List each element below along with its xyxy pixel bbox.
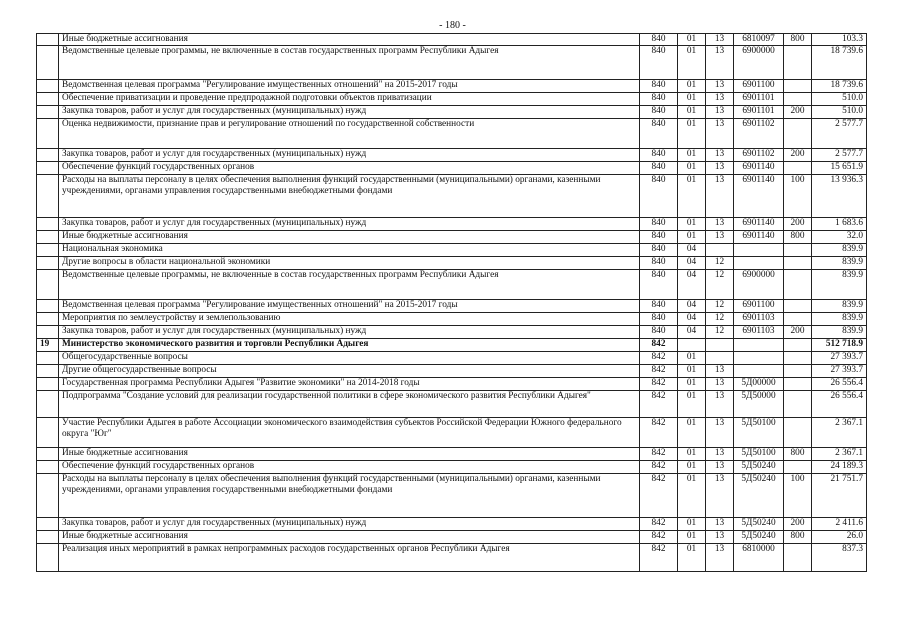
expense-type-code-cell xyxy=(784,270,812,300)
section-code-cell: 04 xyxy=(678,300,706,313)
amount-cell: 103.3 xyxy=(812,34,867,46)
section-code-cell: 01 xyxy=(678,93,706,106)
expense-type-code-cell: 200 xyxy=(784,218,812,231)
table-row xyxy=(37,461,867,474)
amount-cell: 839.9 xyxy=(812,257,867,270)
table-row xyxy=(37,218,867,231)
row-number-cell xyxy=(37,80,59,93)
item-name-cell: Закупка товаров, работ и услуг для государственных (муниципальных) нужд xyxy=(59,326,640,339)
amount-cell: 18 739.6 xyxy=(812,46,867,80)
department-code-cell: 842 xyxy=(640,461,678,474)
subsection-code-cell: 13 xyxy=(706,378,734,391)
amount-cell: 512 718.9 xyxy=(812,339,867,352)
department-code-cell: 842 xyxy=(640,531,678,544)
amount-cell: 2 411.6 xyxy=(812,518,867,531)
item-name-cell: Иные бюджетные ассигнования xyxy=(59,34,640,46)
table-row xyxy=(37,365,867,378)
department-code-cell: 840 xyxy=(640,231,678,244)
amount-cell: 839.9 xyxy=(812,270,867,300)
amount-cell: 837.3 xyxy=(812,544,867,572)
expense-type-code-cell xyxy=(784,119,812,149)
table-row xyxy=(37,531,867,544)
item-name-cell: Обеспечение функций государственных органов xyxy=(59,461,640,474)
table-row xyxy=(37,270,867,300)
subsection-code-cell: 13 xyxy=(706,531,734,544)
table-row xyxy=(37,352,867,365)
department-code-cell: 842 xyxy=(640,544,678,572)
department-code-cell: 840 xyxy=(640,175,678,218)
row-number-cell xyxy=(37,352,59,365)
target-article-code-cell xyxy=(734,352,784,365)
target-article-code-cell xyxy=(734,257,784,270)
section-code-cell: 01 xyxy=(678,352,706,365)
section-code-cell: 01 xyxy=(678,34,706,46)
table-row xyxy=(37,448,867,461)
target-article-code-cell: 6810097 xyxy=(734,34,784,46)
section-code-cell: 01 xyxy=(678,531,706,544)
table-row xyxy=(37,149,867,162)
section-code-cell: 01 xyxy=(678,149,706,162)
subsection-code-cell: 13 xyxy=(706,448,734,461)
target-article-code-cell: 6901100 xyxy=(734,80,784,93)
expense-type-code-cell: 800 xyxy=(784,531,812,544)
item-name-cell: Мероприятия по землеустройству и землепользованию xyxy=(59,313,640,326)
department-code-cell: 842 xyxy=(640,391,678,418)
row-number-cell xyxy=(37,257,59,270)
target-article-code-cell: 5Д00000 xyxy=(734,378,784,391)
target-article-code-cell: 6901100 xyxy=(734,300,784,313)
section-code-cell: 01 xyxy=(678,119,706,149)
amount-cell: 2 367.1 xyxy=(812,418,867,448)
row-number-cell xyxy=(37,448,59,461)
target-article-code-cell: 5Д50240 xyxy=(734,461,784,474)
table-row xyxy=(37,518,867,531)
table-row xyxy=(37,418,867,448)
item-name-cell: Обеспечение функций государственных органов xyxy=(59,162,640,175)
section-code-cell: 01 xyxy=(678,518,706,531)
amount-cell: 510.0 xyxy=(812,106,867,119)
expense-type-code-cell: 200 xyxy=(784,149,812,162)
section-code-cell: 01 xyxy=(678,544,706,572)
expense-type-code-cell: 100 xyxy=(784,474,812,518)
table-row xyxy=(37,106,867,119)
subsection-code-cell: 13 xyxy=(706,391,734,418)
expense-type-code-cell xyxy=(784,418,812,448)
section-code-cell xyxy=(678,339,706,352)
section-code-cell: 01 xyxy=(678,378,706,391)
budget-table-body xyxy=(37,34,867,572)
section-code-cell: 01 xyxy=(678,448,706,461)
section-code-cell: 01 xyxy=(678,46,706,80)
row-number-cell xyxy=(37,326,59,339)
amount-cell: 26.0 xyxy=(812,531,867,544)
table-row xyxy=(37,326,867,339)
item-name-cell: Другие общегосударственные вопросы xyxy=(59,365,640,378)
table-row xyxy=(37,474,867,518)
subsection-code-cell: 12 xyxy=(706,326,734,339)
amount-cell: 839.9 xyxy=(812,244,867,257)
department-code-cell: 842 xyxy=(640,518,678,531)
expense-type-code-cell: 200 xyxy=(784,518,812,531)
subsection-code-cell: 13 xyxy=(706,46,734,80)
row-number-cell xyxy=(37,518,59,531)
row-number-cell xyxy=(37,474,59,518)
section-code-cell: 01 xyxy=(678,80,706,93)
subsection-code-cell: 13 xyxy=(706,175,734,218)
item-name-cell: Закупка товаров, работ и услуг для государственных (муниципальных) нужд xyxy=(59,218,640,231)
department-code-cell: 840 xyxy=(640,149,678,162)
subsection-code-cell: 12 xyxy=(706,300,734,313)
expense-type-code-cell xyxy=(784,339,812,352)
target-article-code-cell: 6901140 xyxy=(734,162,784,175)
expense-type-code-cell xyxy=(784,461,812,474)
item-name-cell: Иные бюджетные ассигнования xyxy=(59,448,640,461)
expense-type-code-cell: 200 xyxy=(784,106,812,119)
amount-cell: 26 556.4 xyxy=(812,378,867,391)
subsection-code-cell: 13 xyxy=(706,162,734,175)
table-row xyxy=(37,257,867,270)
expense-type-code-cell xyxy=(784,352,812,365)
row-number-cell xyxy=(37,300,59,313)
table-row xyxy=(37,313,867,326)
table-row xyxy=(37,80,867,93)
budget-table xyxy=(36,33,867,572)
expense-type-code-cell xyxy=(784,365,812,378)
amount-cell: 2 577.7 xyxy=(812,149,867,162)
table-row xyxy=(37,339,867,352)
table-row xyxy=(37,300,867,313)
row-number-cell xyxy=(37,231,59,244)
amount-cell: 18 739.6 xyxy=(812,80,867,93)
expense-type-code-cell: 800 xyxy=(784,231,812,244)
section-code-cell: 01 xyxy=(678,218,706,231)
department-code-cell: 842 xyxy=(640,365,678,378)
item-name-cell: Министерство экономического развития и торговли Республики Адыгея xyxy=(59,339,640,352)
section-code-cell: 01 xyxy=(678,418,706,448)
expense-type-code-cell xyxy=(784,300,812,313)
target-article-code-cell: 6900000 xyxy=(734,270,784,300)
amount-cell: 1 683.6 xyxy=(812,218,867,231)
target-article-code-cell: 6901103 xyxy=(734,326,784,339)
item-name-cell: Государственная программа Республики Адыгея "Развитие экономики" на 2014-2018 годы xyxy=(59,378,640,391)
expense-type-code-cell xyxy=(784,80,812,93)
department-code-cell: 842 xyxy=(640,474,678,518)
amount-cell: 2 577.7 xyxy=(812,119,867,149)
amount-cell: 32.0 xyxy=(812,231,867,244)
subsection-code-cell xyxy=(706,352,734,365)
subsection-code-cell: 13 xyxy=(706,518,734,531)
item-name-cell: Обеспечение приватизации и проведение предпродажной подготовки объектов приватизации xyxy=(59,93,640,106)
expense-type-code-cell: 800 xyxy=(784,34,812,46)
target-article-code-cell: 5Д50240 xyxy=(734,531,784,544)
department-code-cell: 840 xyxy=(640,80,678,93)
department-code-cell: 840 xyxy=(640,244,678,257)
expense-type-code-cell xyxy=(784,46,812,80)
subsection-code-cell: 13 xyxy=(706,218,734,231)
item-name-cell: Подпрограмма "Создание условий для реализации государственной политики в сфере экономического развития Республики Адыгея" xyxy=(59,391,640,418)
subsection-code-cell: 12 xyxy=(706,270,734,300)
target-article-code-cell: 6901103 xyxy=(734,313,784,326)
item-name-cell: Участие Республики Адыгея в работе Ассоциации экономического взаимодействия субъектов Российской Федерации Южного федерального округа "Юг" xyxy=(59,418,640,448)
amount-cell: 15 651.9 xyxy=(812,162,867,175)
amount-cell: 27 393.7 xyxy=(812,365,867,378)
section-code-cell: 04 xyxy=(678,270,706,300)
amount-cell: 839.9 xyxy=(812,300,867,313)
subsection-code-cell: 13 xyxy=(706,544,734,572)
section-code-cell: 01 xyxy=(678,365,706,378)
target-article-code-cell xyxy=(734,244,784,257)
target-article-code-cell: 5Д50240 xyxy=(734,518,784,531)
subsection-code-cell xyxy=(706,339,734,352)
target-article-code-cell: 6901102 xyxy=(734,149,784,162)
subsection-code-cell: 13 xyxy=(706,149,734,162)
row-number-cell xyxy=(37,175,59,218)
subsection-code-cell: 13 xyxy=(706,231,734,244)
item-name-cell: Ведомственная целевая программа "Регулирование имущественных отношений" на 2015-2017 годы xyxy=(59,80,640,93)
expense-type-code-cell xyxy=(784,313,812,326)
expense-type-code-cell xyxy=(784,391,812,418)
table-row xyxy=(37,175,867,218)
subsection-code-cell: 13 xyxy=(706,34,734,46)
expense-type-code-cell xyxy=(784,244,812,257)
target-article-code-cell xyxy=(734,365,784,378)
department-code-cell: 842 xyxy=(640,352,678,365)
table-row xyxy=(37,391,867,418)
section-code-cell: 01 xyxy=(678,162,706,175)
table-row xyxy=(37,46,867,80)
table-row xyxy=(37,378,867,391)
department-code-cell: 840 xyxy=(640,119,678,149)
expense-type-code-cell: 100 xyxy=(784,175,812,218)
section-code-cell: 01 xyxy=(678,391,706,418)
department-code-cell: 840 xyxy=(640,326,678,339)
row-number-cell xyxy=(37,418,59,448)
department-code-cell: 840 xyxy=(640,313,678,326)
department-code-cell: 840 xyxy=(640,270,678,300)
expense-type-code-cell xyxy=(784,378,812,391)
section-code-cell: 01 xyxy=(678,461,706,474)
section-code-cell: 01 xyxy=(678,106,706,119)
amount-cell: 26 556.4 xyxy=(812,391,867,418)
section-code-cell: 01 xyxy=(678,231,706,244)
target-article-code-cell: 5Д50000 xyxy=(734,391,784,418)
item-name-cell: Ведомственные целевые программы, не включенные в состав государственных программ Республики Адыгея xyxy=(59,270,640,300)
target-article-code-cell: 5Д50240 xyxy=(734,474,784,518)
target-article-code-cell: 6810000 xyxy=(734,544,784,572)
target-article-code-cell xyxy=(734,339,784,352)
expense-type-code-cell: 800 xyxy=(784,448,812,461)
expense-type-code-cell xyxy=(784,93,812,106)
row-number-cell xyxy=(37,162,59,175)
department-code-cell: 840 xyxy=(640,218,678,231)
amount-cell: 21 751.7 xyxy=(812,474,867,518)
amount-cell: 24 189.3 xyxy=(812,461,867,474)
department-code-cell: 840 xyxy=(640,93,678,106)
amount-cell: 510.0 xyxy=(812,93,867,106)
amount-cell: 2 367.1 xyxy=(812,448,867,461)
amount-cell: 13 936.3 xyxy=(812,175,867,218)
department-code-cell: 840 xyxy=(640,257,678,270)
department-code-cell: 842 xyxy=(640,339,678,352)
expense-type-code-cell xyxy=(784,162,812,175)
item-name-cell: Общегосударственные вопросы xyxy=(59,352,640,365)
target-article-code-cell: 6901140 xyxy=(734,175,784,218)
row-number-cell xyxy=(37,106,59,119)
row-number-cell xyxy=(37,93,59,106)
department-code-cell: 840 xyxy=(640,162,678,175)
target-article-code-cell: 5Д50100 xyxy=(734,448,784,461)
row-number-cell: 19 xyxy=(37,339,59,352)
subsection-code-cell: 12 xyxy=(706,257,734,270)
item-name-cell: Национальная экономика xyxy=(59,244,640,257)
subsection-code-cell: 13 xyxy=(706,93,734,106)
target-article-code-cell: 6901140 xyxy=(734,231,784,244)
item-name-cell: Иные бюджетные ассигнования xyxy=(59,231,640,244)
subsection-code-cell: 13 xyxy=(706,474,734,518)
page-number: - 180 - xyxy=(439,20,466,31)
expense-type-code-cell xyxy=(784,544,812,572)
expense-type-code-cell: 200 xyxy=(784,326,812,339)
subsection-code-cell: 13 xyxy=(706,461,734,474)
table-row xyxy=(37,544,867,572)
section-code-cell: 01 xyxy=(678,175,706,218)
target-article-code-cell: 5Д50100 xyxy=(734,418,784,448)
subsection-code-cell: 13 xyxy=(706,80,734,93)
amount-cell: 839.9 xyxy=(812,313,867,326)
department-code-cell: 842 xyxy=(640,448,678,461)
target-article-code-cell: 6901140 xyxy=(734,218,784,231)
row-number-cell xyxy=(37,270,59,300)
row-number-cell xyxy=(37,149,59,162)
subsection-code-cell: 13 xyxy=(706,119,734,149)
department-code-cell: 842 xyxy=(640,378,678,391)
department-code-cell: 840 xyxy=(640,34,678,46)
amount-cell: 839.9 xyxy=(812,326,867,339)
target-article-code-cell: 6901101 xyxy=(734,93,784,106)
row-number-cell xyxy=(37,313,59,326)
item-name-cell: Закупка товаров, работ и услуг для государственных (муниципальных) нужд xyxy=(59,149,640,162)
item-name-cell: Закупка товаров, работ и услуг для государственных (муниципальных) нужд xyxy=(59,106,640,119)
item-name-cell: Реализация иных мероприятий в рамках непрограммных расходов государственных органов Республики Адыгея xyxy=(59,544,640,572)
section-code-cell: 01 xyxy=(678,474,706,518)
section-code-cell: 04 xyxy=(678,326,706,339)
subsection-code-cell: 13 xyxy=(706,106,734,119)
table-row xyxy=(37,119,867,149)
subsection-code-cell: 13 xyxy=(706,418,734,448)
item-name-cell: Расходы на выплаты персоналу в целях обеспечения выполнения функций государственными (муниципальными) органами, казенными учреждениями, органами управления государственными внебюджетными фондами xyxy=(59,474,640,518)
item-name-cell: Иные бюджетные ассигнования xyxy=(59,531,640,544)
department-code-cell: 842 xyxy=(640,418,678,448)
table-row xyxy=(37,244,867,257)
row-number-cell xyxy=(37,391,59,418)
section-code-cell: 04 xyxy=(678,313,706,326)
expense-type-code-cell xyxy=(784,257,812,270)
item-name-cell: Закупка товаров, работ и услуг для государственных (муниципальных) нужд xyxy=(59,518,640,531)
department-code-cell: 840 xyxy=(640,46,678,80)
section-code-cell: 04 xyxy=(678,257,706,270)
row-number-cell xyxy=(37,244,59,257)
row-number-cell xyxy=(37,119,59,149)
table-row xyxy=(37,34,867,46)
subsection-code-cell xyxy=(706,244,734,257)
table-row xyxy=(37,231,867,244)
row-number-cell xyxy=(37,544,59,572)
department-code-cell: 840 xyxy=(640,300,678,313)
target-article-code-cell: 6900000 xyxy=(734,46,784,80)
table-row xyxy=(37,162,867,175)
row-number-cell xyxy=(37,218,59,231)
row-number-cell xyxy=(37,531,59,544)
department-code-cell: 840 xyxy=(640,106,678,119)
target-article-code-cell: 6901102 xyxy=(734,119,784,149)
row-number-cell xyxy=(37,461,59,474)
item-name-cell: Расходы на выплаты персоналу в целях обеспечения выполнения функций государственными (муниципальными) органами, казенными учреждениями, органами управления государственными внебюджетными фондами xyxy=(59,175,640,218)
item-name-cell: Оценка недвижимости, признание прав и регулирование отношений по государственной собственности xyxy=(59,119,640,149)
subsection-code-cell: 12 xyxy=(706,313,734,326)
row-number-cell xyxy=(37,378,59,391)
row-number-cell xyxy=(37,34,59,46)
subsection-code-cell: 13 xyxy=(706,365,734,378)
target-article-code-cell: 6901101 xyxy=(734,106,784,119)
section-code-cell: 04 xyxy=(678,244,706,257)
item-name-cell: Другие вопросы в области национальной экономики xyxy=(59,257,640,270)
item-name-cell: Ведомственные целевые программы, не включенные в состав государственных программ Республики Адыгея xyxy=(59,46,640,80)
table-row xyxy=(37,93,867,106)
row-number-cell xyxy=(37,46,59,80)
row-number-cell xyxy=(37,365,59,378)
item-name-cell: Ведомственная целевая программа "Регулирование имущественных отношений" на 2015-2017 годы xyxy=(59,300,640,313)
amount-cell: 27 393.7 xyxy=(812,352,867,365)
